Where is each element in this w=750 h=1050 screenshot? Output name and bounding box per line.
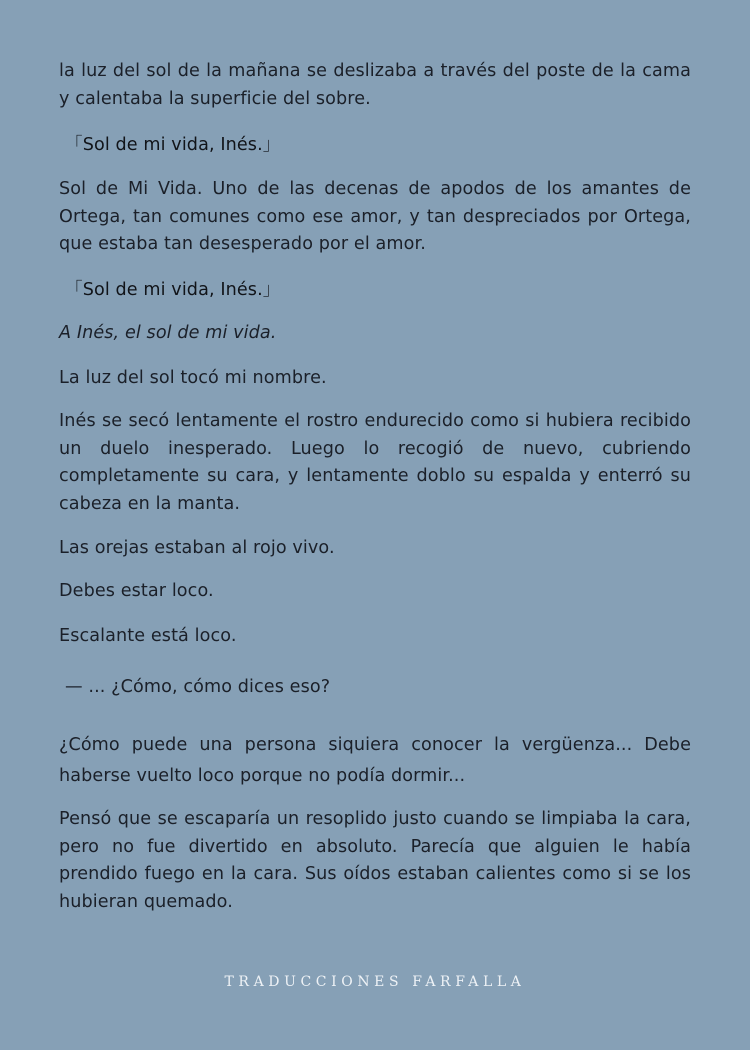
quote-sol-de-mi-vida: 「Sol de mi vida, Inés.」 [65,135,281,155]
paragraph-3: La luz del sol tocó mi nombre. [59,368,327,388]
italic-dedication: A Inés, el sol de mi vida. [59,323,277,343]
paragraph-2: Sol de Mi Vida. Uno de las decenas de apodos de los amantes de Ortega, tan comunes como ese amor, y tan despreciados por Ortega, que estaba tan desesperado por el amor. [59,179,691,255]
dialog-line: — ... ¿Cómo, cómo dices eso? [65,677,331,697]
paragraph-5: Las orejas estaban al rojo vivo. [59,538,335,558]
paragraph-9: Pensó que se escaparía un resoplido justo cuando se limpiaba la cara, pero no fue divertido en absoluto. Parecía que alguien le había prendido fuego en la cara. Sus oídos estaban calientes como si se los hubieran quemado. [59,809,691,912]
quote-sol-de-mi-vida-2: 「Sol de mi vida, Inés.」 [65,280,281,300]
paragraph-4: Inés se secó lentamente el rostro endurecido como si hubiera recibido un duelo inesperado. Luego lo recogió de nuevo, cubriendo completamente su cara, y lentamente doblo su espalda y enterró su cabeza en la manta. [59,411,691,514]
translator-credit: TRADUCCIONES FARFALLA [224,974,526,990]
paragraph-7: Escalante está loco. [59,626,237,646]
paragraph-6: Debes estar loco. [59,581,214,601]
paragraph-8: ¿Cómo puede una persona siquiera conocer la vergüenza... Debe haberse vuelto loco porque no podía dormir... [59,735,691,786]
paragraph-1: la luz del sol de la mañana se deslizaba a través del poste de la cama y calentaba la superficie del sobre. [59,61,691,109]
